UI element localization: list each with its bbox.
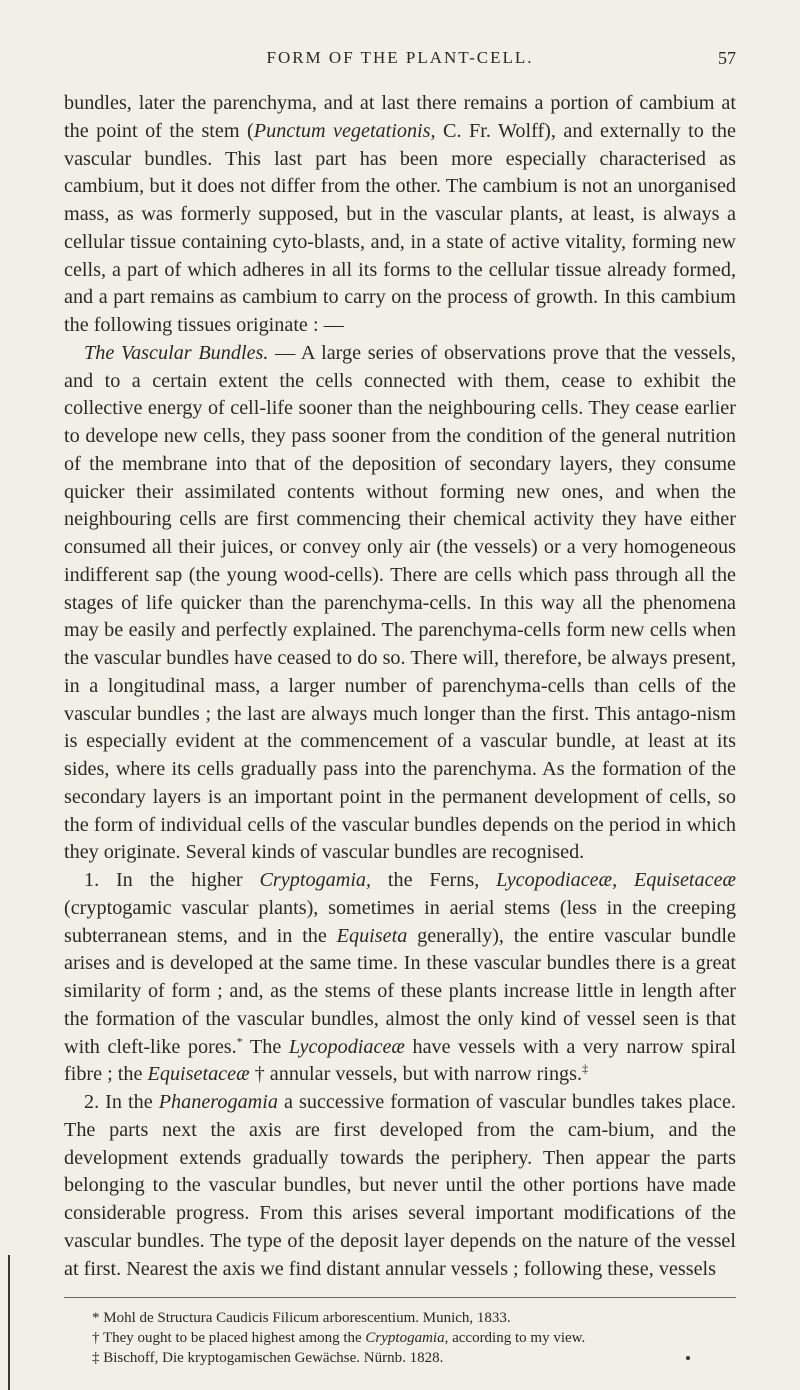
text-run: The: [242, 1035, 289, 1058]
text-run: C. Fr. Wolff), and externally to the vascular bundles. This last part has been more especially characterised as cambium, but it does not differ from the other. The cambium is not an unorganised mass, as was formerly supposed, but in the vascular plants, at least, is always a cellular tissue containing cyto-blasts, and, in a state of active vitality, forming new cells, a part of which adheres in all its forms to the cellular tissue already formed, and a part remains as cambium to carry on the process of growth. In this cambium the following tissues originate : —: [64, 119, 736, 336]
italic-term: Equisetaceæ: [147, 1063, 250, 1086]
text-run: 1. In the higher: [84, 869, 260, 891]
text-run: † They ought to be placed highest among the: [92, 1330, 366, 1347]
paragraph-3: [64, 867, 736, 1089]
footnote-3: ‡ Bischoff, Die kryptogamischen Gewächse. Nürnb. 1828.: [92, 1350, 444, 1367]
text-run: a successive formation of vascular bundles takes place. The parts next the axis are first developed from the cam-bium, and the development extends gradually towards the periphery. Then appear the parts belonging to the vascular bundles, but never until the other portions have made considerable progress. From this arises several important modifications of the vascular bundles. The type of the deposit layer depends on the nature of the vessel at first. Nearest the axis we find distant annular vessels ; following these, vessels: [64, 1091, 736, 1280]
italic-term: Lycopodiaceæ, Equisetaceæ: [496, 869, 736, 891]
italic-term: Phanerogamia: [158, 1091, 278, 1113]
text-run: (cryptogamic vascular plants), sometimes in aerial stems (less in the creeping subterranean stems, and in the: [64, 896, 736, 947]
italic-term: Lycopodiaceæ: [288, 1035, 405, 1058]
footnotes: [64, 1308, 736, 1368]
scan-edge-mark: [8, 1255, 10, 1390]
paragraph-2: [64, 340, 736, 867]
footnote-ref: *: [236, 1033, 243, 1048]
body-text: [64, 90, 736, 1283]
text-run: have vessels with a very narrow spiral fibre ; the: [64, 1035, 736, 1086]
footnote-rule: [64, 1297, 736, 1298]
text-run: bundles, later the parenchyma, and at last there remains a portion of cambium at the point of the stem (: [64, 92, 736, 142]
section-heading: The Vascular Bundles.: [84, 341, 269, 364]
paragraph-4: [64, 1089, 736, 1283]
page-number: 57: [718, 48, 736, 68]
italic-term: Punctum vegetationis,: [253, 119, 436, 142]
footnote-1: * Mohl de Structura Caudicis Filicum arborescentium. Munich, 1833.: [92, 1310, 511, 1327]
scan-speck: [686, 1356, 690, 1360]
footnote-2: [64, 1328, 736, 1348]
italic-term: Cryptogamia,: [365, 1330, 449, 1347]
text-run: generally), the entire vascular bundle arises and is developed at the same time. In these vascular bundles there is a great similarity of form ; and, as the stems of these plants increase little in length after the formation of the vascular bundles, almost the only kind of vessel seen is that with cleft-like pores.: [64, 924, 736, 1058]
italic-term: Cryptogamia,: [259, 869, 372, 891]
italic-term: Equiseta: [336, 924, 408, 947]
text-run: the Ferns,: [371, 869, 497, 891]
text-run: according to my view.: [448, 1330, 586, 1347]
text-run: — A large series of observations prove that the vessels, and to a certain extent the cells connected with them, cease to exhibit the collective energy of cell-life sooner than the neighbouring cells. They cease earlier to develope new cells, they pass sooner from the condition of the general nutrition of the membrane into that of the deposition of secondary layers, they consume quicker their assimilated contents without forming new ones, and when the neighbouring cells are first commencing their chemical activity they have either consumed all their juices, or convey only air (the vessels) or a very homogeneous indifferent sap (the young wood-cells). There are cells which pass through all the stages of life quicker than the parenchyma-cells. In this way all the phenomena may be easily and perfectly explained. The parenchyma-cells form new cells when the vascular bundles have ceased to do so. There will, therefore, be always present, in a longitudinal mass, a larger number of parenchyma-cells than cells of the vascular bundles ; the last are always much longer than the first. This antago-nism is especially evident at the commencement of a vascular bundle, at least at its sides, where its cells gradually pass into the parenchyma. As the formation of the secondary layers is an important point in the permanent development of cells, so the form of individual cells of the vascular bundles depends on the period in which they originate. Several kinds of vascular bundles are recognised.: [64, 341, 736, 864]
paragraph-1: [64, 90, 736, 340]
text-run: 2. In the: [84, 1091, 159, 1113]
footnote-ref: ‡: [582, 1061, 589, 1076]
text-run: † annular vessels, but with narrow rings.: [249, 1063, 583, 1086]
running-title: FORM OF THE PLANT-CELL.: [266, 48, 534, 67]
running-header: [64, 48, 736, 78]
